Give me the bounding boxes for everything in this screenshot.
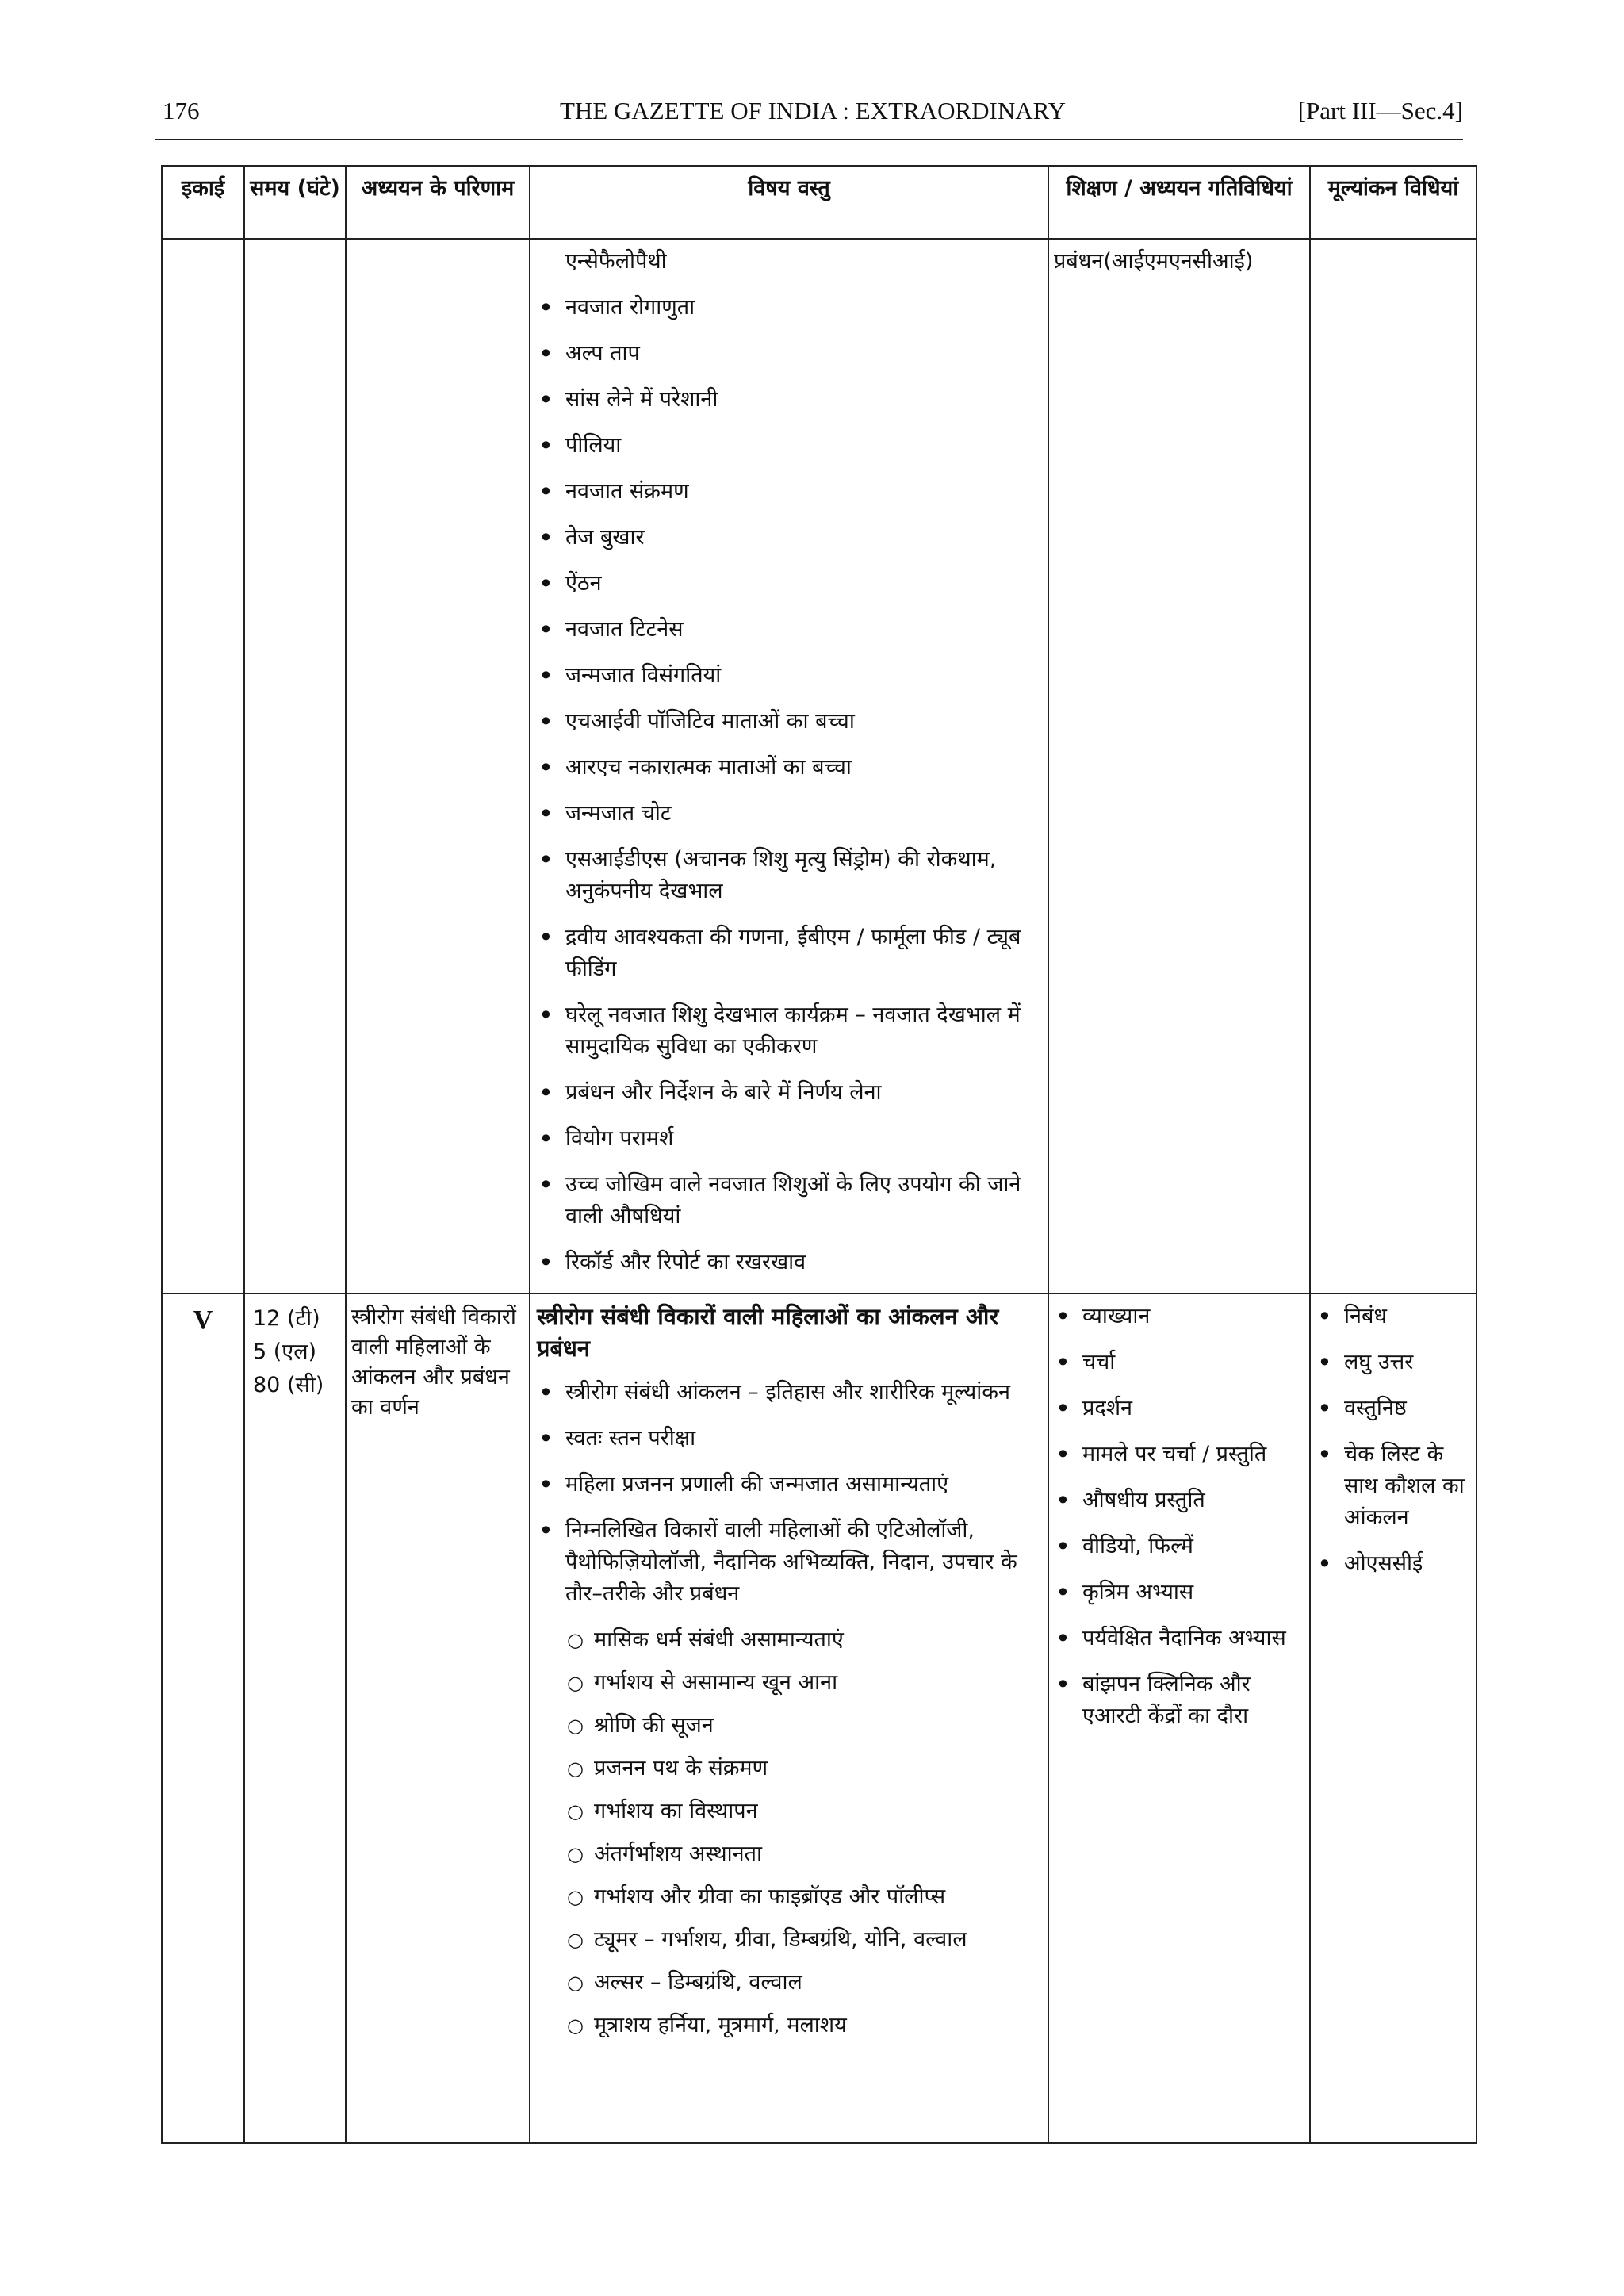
list-item: • व्याख्यान <box>1054 1301 1304 1332</box>
list-item: • स्वतः स्तन परीक्षा <box>537 1423 1041 1455</box>
list-item: एन्सेफैलोपैथी <box>565 249 667 274</box>
cell-evaluation <box>1310 1294 1477 2143</box>
table-row <box>162 1294 1477 2143</box>
list-item: • घरेलू नवजात शिशु देखभाल कार्यक्रम – नवजात देखभाल में सामुदायिक सुविधा का एकीकरण <box>537 999 1041 1063</box>
header-time: समय (घंटे) <box>244 166 346 239</box>
list-item: • द्रवीय आवश्यकता की गणना, ईबीएम / फार्मूला फीड / ट्यूब फीडिंग <box>537 922 1041 985</box>
list-item: • निम्नलिखित विकारों वाली महिलाओं की एटिओलॉजी, पैथोफिज़ियोलॉजी, नैदानिक अभिव्यक्ति, निदान, उपचार के तौर–तरीके और प्रबंधन <box>537 1515 1041 1610</box>
sublist-item: ○ गर्भाशय का विस्थापन <box>565 1796 1041 1827</box>
content-list <box>537 1377 1041 1610</box>
sublist-item: ○ ट्यूमर – गर्भाशय, ग्रीवा, डिम्बग्रंथि, योनि, वल्वाल <box>565 1924 1041 1956</box>
list-item: • नवजात संक्रमण <box>537 476 1041 508</box>
cell-activities <box>1048 1294 1310 2143</box>
time-theory: 12 (टी) <box>253 1306 320 1331</box>
header-content: विषय वस्तु <box>530 166 1048 239</box>
table-row <box>162 239 1477 1294</box>
list-item: • निबंध <box>1316 1301 1471 1332</box>
list-item: • एचआईवी पॉजिटिव माताओं का बच्चा <box>537 706 1041 738</box>
list-item: • कृत्रिम अभ्यास <box>1054 1577 1304 1608</box>
sublist-item: ○ प्रजनन पथ के संक्रमण <box>565 1753 1041 1784</box>
list-item: • पर्यवेक्षित नैदानिक अभ्यास <box>1054 1623 1304 1654</box>
sublist-item: ○ मासिक धर्म संबंधी असामान्यताएं <box>565 1624 1041 1656</box>
list-item: • लघु उत्तर <box>1316 1347 1471 1378</box>
list-item: • महिला प्रजनन प्रणाली की जन्मजात असामान्यताएं <box>537 1469 1041 1501</box>
cell-activities <box>1048 239 1310 1294</box>
sublist-item: ○ गर्भाशय से असामान्य खून आना <box>565 1667 1041 1699</box>
list-item: • वस्तुनिष्ठ <box>1316 1393 1471 1424</box>
list-item: • स्त्रीरोग संबंधी आंकलन – इतिहास और शारीरिक मूल्यांकन <box>537 1377 1041 1409</box>
gazette-title: THE GAZETTE OF INDIA : EXTRAORDINARY <box>559 97 1067 125</box>
header-outcome: अध्ययन के परिणाम <box>346 166 530 239</box>
list-item: • आरएच नकारात्मक माताओं का बच्चा <box>537 752 1041 784</box>
page-header <box>163 97 1463 136</box>
time-clinical: 80 (सी) <box>253 1373 324 1397</box>
page-number: 176 <box>163 97 200 125</box>
list-item: • प्रदर्शन <box>1054 1393 1304 1424</box>
list-item: • मामले पर चर्चा / प्रस्तुति <box>1054 1439 1304 1470</box>
content-sublist <box>565 1624 1041 2041</box>
list-item: • ऐंठन <box>537 568 1041 600</box>
header-rule <box>155 139 1463 140</box>
list-item: • रिकॉर्ड और रिपोर्ट का रखरखाव <box>537 1247 1041 1278</box>
list-item: • वीडियो, फिल्में <box>1054 1531 1304 1562</box>
list-item: • जन्मजात चोट <box>537 798 1041 830</box>
unit-number: V <box>162 1294 244 2143</box>
list-item: • पीलिया <box>537 430 1041 462</box>
content-list <box>537 246 1041 1278</box>
activities-list <box>1054 1301 1304 1732</box>
list-item: • ओएससीई <box>1316 1548 1471 1580</box>
activity-continuation: प्रबंधन(आईएमएनसीआई) <box>1054 249 1254 274</box>
cell-evaluation <box>1310 239 1477 1294</box>
list-item: • औषधीय प्रस्तुति <box>1054 1485 1304 1516</box>
syllabus-table <box>161 165 1477 2144</box>
cell-outcome <box>346 239 530 1294</box>
list-item: • एसआईडीएस (अचानक शिशु मृत्यु सिंड्रोम) की रोकथाम, अनुकंपनीय देखभाल <box>537 844 1041 907</box>
list-item: • अल्प ताप <box>537 338 1041 370</box>
list-item: • उच्च जोखिम वाले नवजात शिशुओं के लिए उपयोग की जाने वाली औषधियां <box>537 1169 1041 1232</box>
sublist-item: ○ अंतर्गर्भाशय अस्थानता <box>565 1838 1041 1870</box>
list-item: • नवजात टिटनेस <box>537 614 1041 646</box>
list-item: • तेज बुखार <box>537 522 1041 554</box>
list-item: • चर्चा <box>1054 1347 1304 1378</box>
cell-content <box>530 1294 1048 2143</box>
cell-unit <box>162 239 244 1294</box>
table-header-row <box>162 166 1477 239</box>
list-item: • जन्मजात विसंगतियां <box>537 660 1041 692</box>
list-item: • वियोग परामर्श <box>537 1123 1041 1155</box>
sublist-item: ○ श्रोणि की सूजन <box>565 1710 1041 1742</box>
sublist-item: ○ गर्भाशय और ग्रीवा का फाइब्रॉएड और पॉलीप्स <box>565 1881 1041 1913</box>
sublist-item: ○ मूत्राशय हर्निया, मूत्रमार्ग, मलाशय <box>565 2010 1041 2041</box>
content-title: स्त्रीरोग संबंधी विकारों वाली महिलाओं का आंकलन और प्रबंधन <box>537 1303 999 1362</box>
time-lab: 5 (एल) <box>253 1340 317 1364</box>
evaluation-list <box>1316 1301 1471 1580</box>
list-item: • चेक लिस्ट के साथ कौशल का आंकलन <box>1316 1439 1471 1534</box>
list-item: • नवजात रोगाणुता <box>537 292 1041 324</box>
list-item: • बांझपन क्लिनिक और एआरटी केंद्रों का दौरा <box>1054 1669 1304 1732</box>
sublist-item: ○ अल्सर – डिम्बग्रंथि, वल्वाल <box>565 1967 1041 1999</box>
list-item: • प्रबंधन और निर्देशन के बारे में निर्णय लेना <box>537 1077 1041 1109</box>
header-activities: शिक्षण / अध्ययन गतिविधियां <box>1048 166 1310 239</box>
part-section: [Part III—Sec.4] <box>1297 97 1463 125</box>
cell-time <box>244 239 346 1294</box>
list-item: • सांस लेने में परेशानी <box>537 384 1041 416</box>
cell-time <box>244 1294 346 2143</box>
learning-outcome: स्त्रीरोग संबंधी विकारों वाली महिलाओं के आंकलन और प्रबंधन का वर्णन <box>346 1294 530 2143</box>
header-evaluation: मूल्यांकन विधियां <box>1310 166 1477 239</box>
header-unit: इकाई <box>162 166 244 239</box>
cell-content <box>530 239 1048 1294</box>
